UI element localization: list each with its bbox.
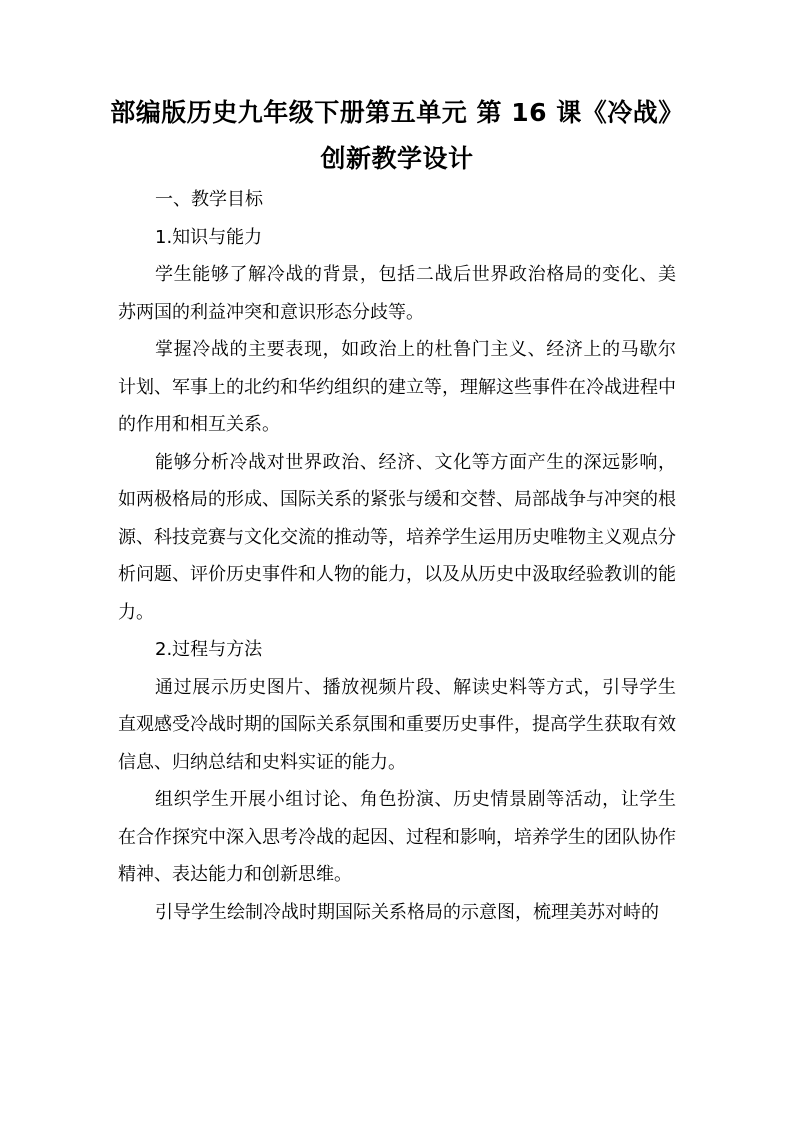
paragraph-knowledge-background: 学生能够了解冷战的背景，包括二战后世界政治格局的变化、美苏两国的利益冲突和意识形态分歧等。 — [118, 264, 676, 323]
paragraph-knowledge-manifestations: 掌握冷战的主要表现，如政治上的杜鲁门主义、经济上的马歇尔计划、军事上的北约和华约组织的建立等，理解这些事件在冷战进程中的作用和相互关系。 — [118, 339, 676, 435]
document-body — [118, 181, 676, 931]
paragraph-process-activities: 组织学生开展小组讨论、角色扮演、历史情景剧等活动，让学生在合作探究中深入思考冷战的起因、过程和影响，培养学生的团队协作精神、表达能力和创新思维。 — [118, 789, 676, 885]
document-title: 部编版历史九年级下册第五单元 第 16 课《冷战》创新教学设计 — [110, 98, 684, 173]
paragraph-knowledge-impact: 能够分析冷战对世界政治、经济、文化等方面产生的深远影响，如两极格局的形成、国际关系的紧张与缓和交替、局部战争与冲突的根源、科技竞赛与文化交流的推动等，培养学生运用历史唯物主义观点分析问题、评价历史事件和人物的能力，以及从历史中汲取经验教训的能力。 — [118, 451, 676, 623]
section-heading-objectives: 一、教学目标 — [155, 189, 263, 210]
subsection-heading-knowledge: 1.知识与能力 — [155, 226, 263, 248]
paragraph-process-materials: 通过展示历史图片、播放视频片段、解读史料等方式，引导学生直观感受冷战时期的国际关系氛围和重要历史事件，提高学生获取有效信息、归纳总结和史料实证的能力。 — [118, 676, 676, 773]
paragraph-process-diagram: 引导学生绘制冷战时期国际关系格局的示意图，梳理美苏对峙的 — [155, 901, 659, 923]
subsection-heading-process: 2.过程与方法 — [155, 639, 263, 660]
